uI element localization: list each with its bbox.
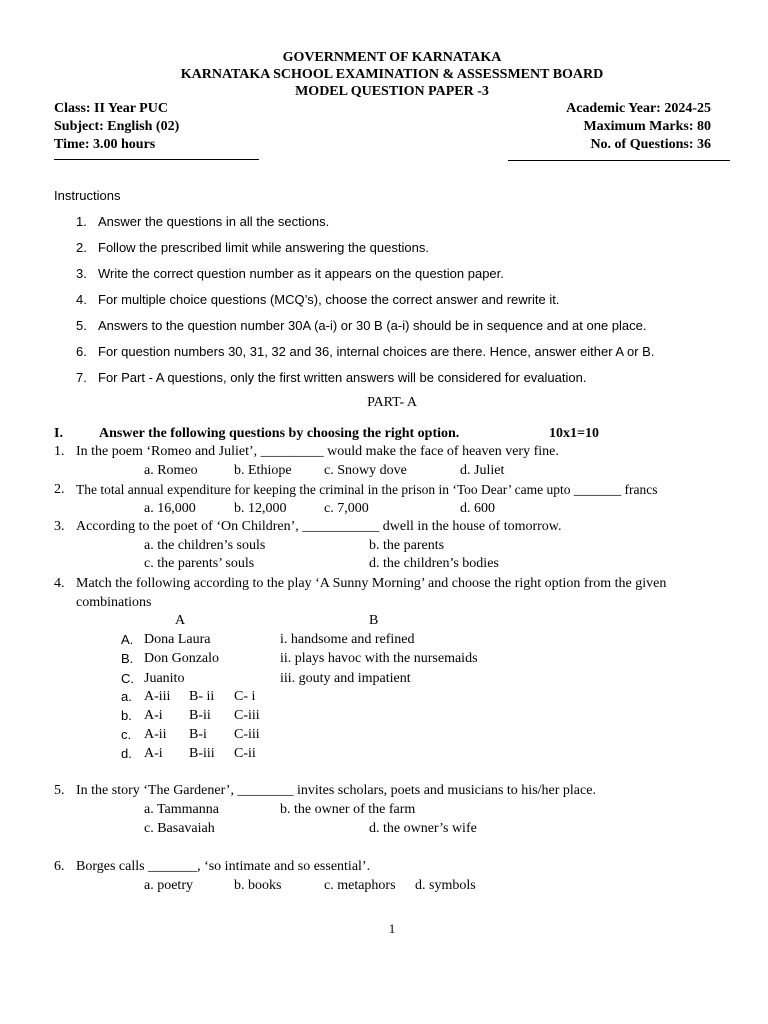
instruction-number: 7. bbox=[76, 370, 87, 385]
option-pair-2: B- ii bbox=[189, 689, 215, 704]
option-label: c. bbox=[121, 727, 132, 742]
match-row-right: ii. plays havoc with the nursemaids bbox=[280, 651, 478, 666]
option-d: d. Juliet bbox=[460, 463, 505, 478]
option-pair-1: A-i bbox=[144, 746, 163, 761]
question-text-continued: combinations bbox=[76, 595, 152, 610]
option-d: d. the owner’s wife bbox=[369, 821, 477, 836]
meta-time: Time: 3.00 hours bbox=[54, 137, 156, 152]
option-label: a. bbox=[121, 689, 132, 704]
match-row-right: iii. gouty and impatient bbox=[280, 671, 411, 686]
match-row-left: Juanito bbox=[144, 671, 185, 686]
option-label: d. bbox=[121, 746, 132, 761]
option-pair-2: B-iii bbox=[189, 746, 215, 761]
instruction-number: 1. bbox=[76, 214, 87, 229]
section-roman: I. bbox=[54, 426, 63, 441]
instruction-number: 4. bbox=[76, 292, 87, 307]
page-number: 1 bbox=[388, 921, 396, 936]
meta-num-questions: No. of Questions: 36 bbox=[590, 137, 711, 152]
instruction-number: 5. bbox=[76, 318, 87, 333]
instruction-number: 2. bbox=[76, 240, 87, 255]
section-marks: 10x1=10 bbox=[549, 426, 599, 441]
header-government: GOVERNMENT OF KARNATAKA bbox=[282, 50, 502, 65]
match-row-label: C. bbox=[121, 671, 134, 686]
option-d: d. symbols bbox=[415, 878, 476, 893]
meta-maximum-marks: Maximum Marks: 80 bbox=[583, 119, 711, 134]
meta-subject: Subject: English (02) bbox=[54, 119, 180, 134]
question-number: 6. bbox=[54, 859, 65, 874]
option-c: c. 7,000 bbox=[324, 501, 369, 516]
question-text: In the poem ‘Romeo and Juliet’, _________ would make the face of heaven very fine. bbox=[76, 444, 559, 459]
instruction-text: For Part - A questions, only the first written answers will be considered for evaluation. bbox=[98, 370, 587, 385]
column-b-heading: B bbox=[369, 613, 379, 628]
header-rule-left bbox=[54, 159, 259, 160]
instruction-text: Answer the questions in all the sections. bbox=[98, 214, 330, 229]
header-paper-title: MODEL QUESTION PAPER -3 bbox=[295, 84, 489, 99]
option-pair-3: C- i bbox=[234, 689, 256, 704]
match-row-right: i. handsome and refined bbox=[280, 632, 415, 647]
option-b: b. books bbox=[234, 878, 282, 893]
option-pair-1: A-ii bbox=[144, 727, 167, 742]
option-pair-3: C-iii bbox=[234, 708, 260, 723]
instruction-text: Follow the prescribed limit while answering the questions. bbox=[98, 240, 429, 255]
option-pair-1: A-iii bbox=[144, 689, 171, 704]
question-text: Match the following according to the play ‘A Sunny Morning’ and choose the right option from the given bbox=[76, 576, 667, 591]
question-number: 5. bbox=[54, 783, 65, 798]
option-label: b. bbox=[121, 708, 132, 723]
match-row-left: Dona Laura bbox=[144, 632, 211, 647]
option-pair-1: A-i bbox=[144, 708, 163, 723]
option-c: c. the parents’ souls bbox=[144, 556, 255, 571]
question-text: Borges calls _______, ‘so intimate and so essential’. bbox=[76, 859, 371, 874]
question-number: 3. bbox=[54, 519, 65, 534]
question-text: The total annual expenditure for keeping the criminal in the prison in ‘Too Dear’ came upto _______ francs bbox=[76, 482, 658, 497]
option-pair-2: B-ii bbox=[189, 708, 211, 723]
meta-class: Class: II Year PUC bbox=[54, 101, 168, 116]
option-c: c. Snowy dove bbox=[324, 463, 407, 478]
option-a: a. Tammanna bbox=[144, 802, 219, 817]
option-b: b. the owner of the farm bbox=[280, 802, 416, 817]
section-title: Answer the following questions by choosing the right option. bbox=[99, 426, 460, 441]
option-b: b. Ethiope bbox=[234, 463, 292, 478]
header-rule-right bbox=[508, 160, 730, 161]
meta-academic-year: Academic Year: 2024-25 bbox=[566, 101, 711, 116]
question-number: 1. bbox=[54, 444, 65, 459]
option-a: a. the children’s souls bbox=[144, 538, 266, 553]
question-text: According to the poet of ‘On Children’, ___________ dwell in the house of tomorrow. bbox=[76, 519, 562, 534]
option-d: d. the children’s bodies bbox=[369, 556, 499, 571]
header-board: KARNATAKA SCHOOL EXAMINATION & ASSESSMENT BOARD bbox=[180, 67, 604, 82]
match-row-left: Don Gonzalo bbox=[144, 651, 220, 666]
option-b: b. 12,000 bbox=[234, 501, 287, 516]
option-c: c. Basavaiah bbox=[144, 821, 215, 836]
column-a-heading: A bbox=[175, 613, 186, 628]
instruction-number: 6. bbox=[76, 344, 87, 359]
match-row-label: B. bbox=[121, 651, 134, 666]
instruction-text: Answers to the question number 30A (a-i) or 30 B (a-i) should be in sequence and at one place. bbox=[98, 318, 647, 333]
instruction-text: Write the correct question number as it appears on the question paper. bbox=[98, 266, 504, 281]
instructions-title: Instructions bbox=[54, 188, 121, 203]
option-d: d. 600 bbox=[460, 501, 495, 516]
option-c: c. metaphors bbox=[324, 878, 396, 893]
instruction-text: For question numbers 30, 31, 32 and 36, internal choices are there. Hence, answer either A or B. bbox=[98, 344, 655, 359]
option-a: a. poetry bbox=[144, 878, 193, 893]
instruction-text: For multiple choice questions (MCQ’s), choose the correct answer and rewrite it. bbox=[98, 292, 560, 307]
part-heading: PART- A bbox=[367, 395, 417, 410]
option-a: a. Romeo bbox=[144, 463, 198, 478]
option-pair-3: C-iii bbox=[234, 727, 260, 742]
instruction-number: 3. bbox=[76, 266, 87, 281]
question-number: 4. bbox=[54, 576, 65, 591]
question-text: In the story ‘The Gardener’, ________ invites scholars, poets and musicians to his/her place. bbox=[76, 783, 596, 798]
option-pair-3: C-ii bbox=[234, 746, 256, 761]
option-a: a. 16,000 bbox=[144, 501, 196, 516]
option-b: b. the parents bbox=[369, 538, 445, 553]
option-pair-2: B-i bbox=[189, 727, 207, 742]
match-row-label: A. bbox=[121, 632, 134, 647]
question-number: 2. bbox=[54, 482, 65, 497]
